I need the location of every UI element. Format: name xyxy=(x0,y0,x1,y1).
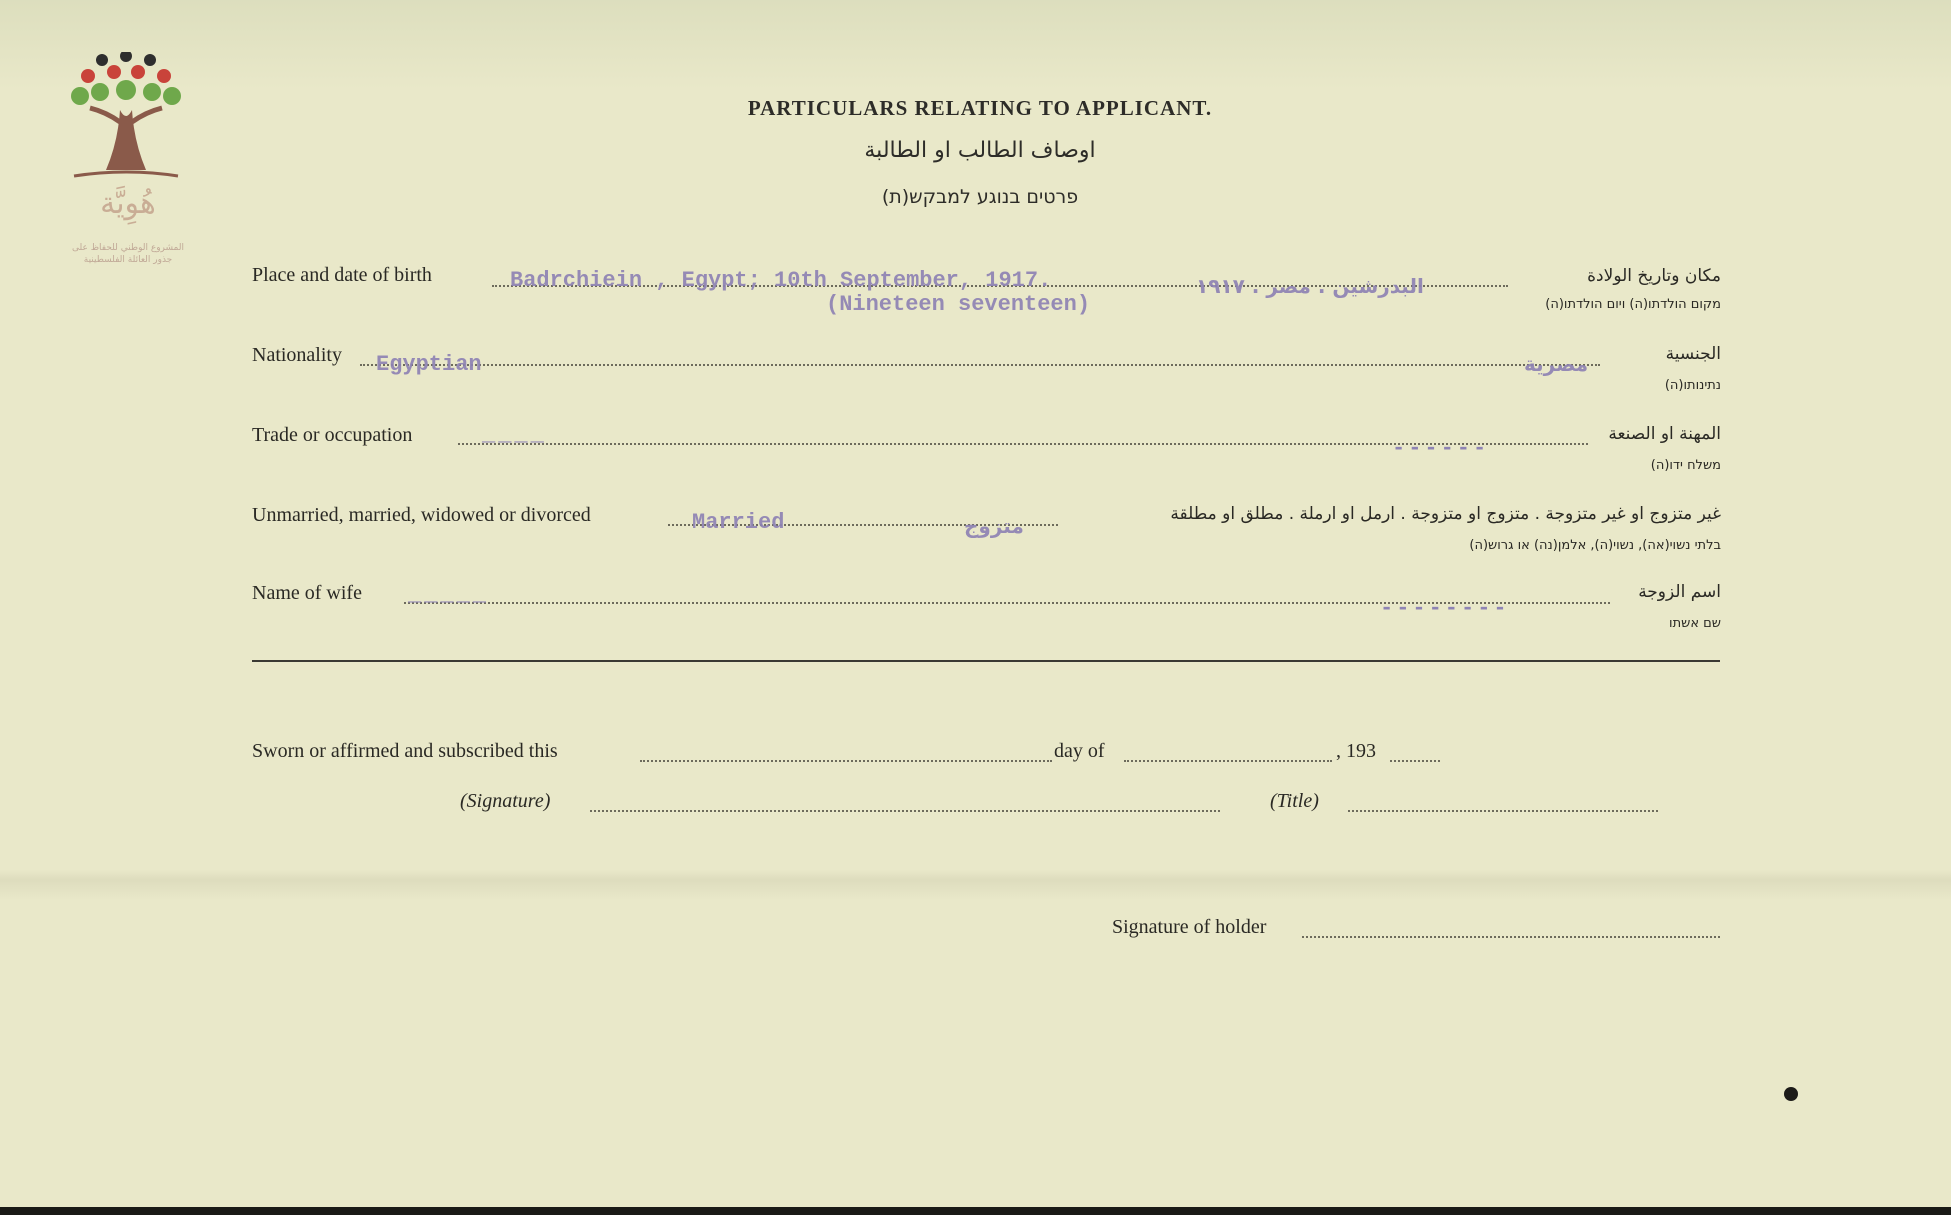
form-title-hebrew: פרטים בנוגע למבקש(ת) xyxy=(881,186,1079,208)
wife-name-label: Name of wife xyxy=(252,582,362,604)
marital-value-arabic: متزوج xyxy=(964,514,1024,538)
title-label: (Title) xyxy=(1270,790,1319,812)
form-title-arabic: اوصاف الطالب او الطالبة xyxy=(864,138,1096,163)
wife-name-label-arabic: اسم الزوجة xyxy=(1638,582,1721,602)
occupation-label-hebrew: משלח ידו(ה) xyxy=(1650,458,1721,473)
sworn-day-of-label: day of xyxy=(1054,740,1105,762)
ink-spot xyxy=(1784,1087,1798,1101)
logo-tagline: المشروع الوطني للحفاظ على جذور العائلة الفلسطينية xyxy=(71,243,184,265)
sworn-label: Sworn or affirmed and subscribed this xyxy=(252,740,558,762)
nationality-value-arabic: مصرية xyxy=(1524,352,1589,376)
occupation-value: ____ xyxy=(482,422,547,447)
sworn-year-prefix: 193 xyxy=(1346,740,1376,762)
occupation-label: Trade or occupation xyxy=(252,424,413,446)
marital-status-label-arabic: غير متزوج او غير متزوجة . متزوج او متزوجة . ارمل او ارملة . مطلق او مطلقة xyxy=(1170,504,1721,524)
birth-label: Place and date of birth xyxy=(252,264,432,286)
signature-dotted-line xyxy=(590,810,1220,812)
occupation-label-arabic: المهنة او الصنعة xyxy=(1608,424,1721,444)
birth-label-hebrew: מקום הולדתו(ה) ויום הולדתו(ה) xyxy=(1545,297,1721,312)
nationality-dotted-line xyxy=(360,364,1600,366)
nationality-value: Egyptian xyxy=(376,352,482,377)
birth-label-arabic: مكان وتاريخ الولادة xyxy=(1587,266,1721,286)
holder-signature-label: Signature of holder xyxy=(1112,916,1267,938)
sworn-day-dotted-line xyxy=(640,760,1052,762)
signature-label: (Signature) xyxy=(460,790,551,812)
birth-value-arabic: البدرشين . مصر . ١٩١٧ xyxy=(1196,274,1424,298)
marital-value: Married xyxy=(692,510,785,535)
title-dotted-line xyxy=(1348,810,1658,812)
wife-name-value: _____ xyxy=(408,582,490,607)
form-title-english: PARTICULARS RELATING TO APPLICANT. xyxy=(747,96,1213,120)
sworn-year-label: , 193 xyxy=(1336,740,1376,762)
nationality-label-arabic: الجنسية xyxy=(1665,344,1721,364)
nationality-label: Nationality xyxy=(252,344,342,366)
wife-name-label-hebrew: שם אשתו xyxy=(1669,616,1721,631)
logo-name: هُوِيَّة xyxy=(100,186,156,221)
heritage-logo xyxy=(66,52,186,197)
wife-name-value-arabic: -------- xyxy=(1380,596,1510,621)
marital-status-label-hebrew: בלתי נשוי(אה), נשוי(ה), אלמן(נה) או גרוש(ה) xyxy=(1469,538,1721,553)
nationality-label-hebrew: נתינותו(ה) xyxy=(1664,378,1721,393)
occupation-value-arabic: ------ xyxy=(1392,436,1490,461)
holder-signature-dotted-line xyxy=(1302,936,1720,938)
family-tree-icon xyxy=(66,52,186,192)
section-divider xyxy=(252,660,1720,662)
marital-status-label: Unmarried, married, widowed or divorced xyxy=(252,504,591,526)
sworn-month-dotted-line xyxy=(1124,760,1332,762)
birth-value-words: (Nineteen seventeen) xyxy=(826,292,1091,317)
sworn-year-dotted-line xyxy=(1390,760,1440,762)
birth-value: Badrchiein , Egypt; 10th September, 1917. xyxy=(510,268,1052,293)
